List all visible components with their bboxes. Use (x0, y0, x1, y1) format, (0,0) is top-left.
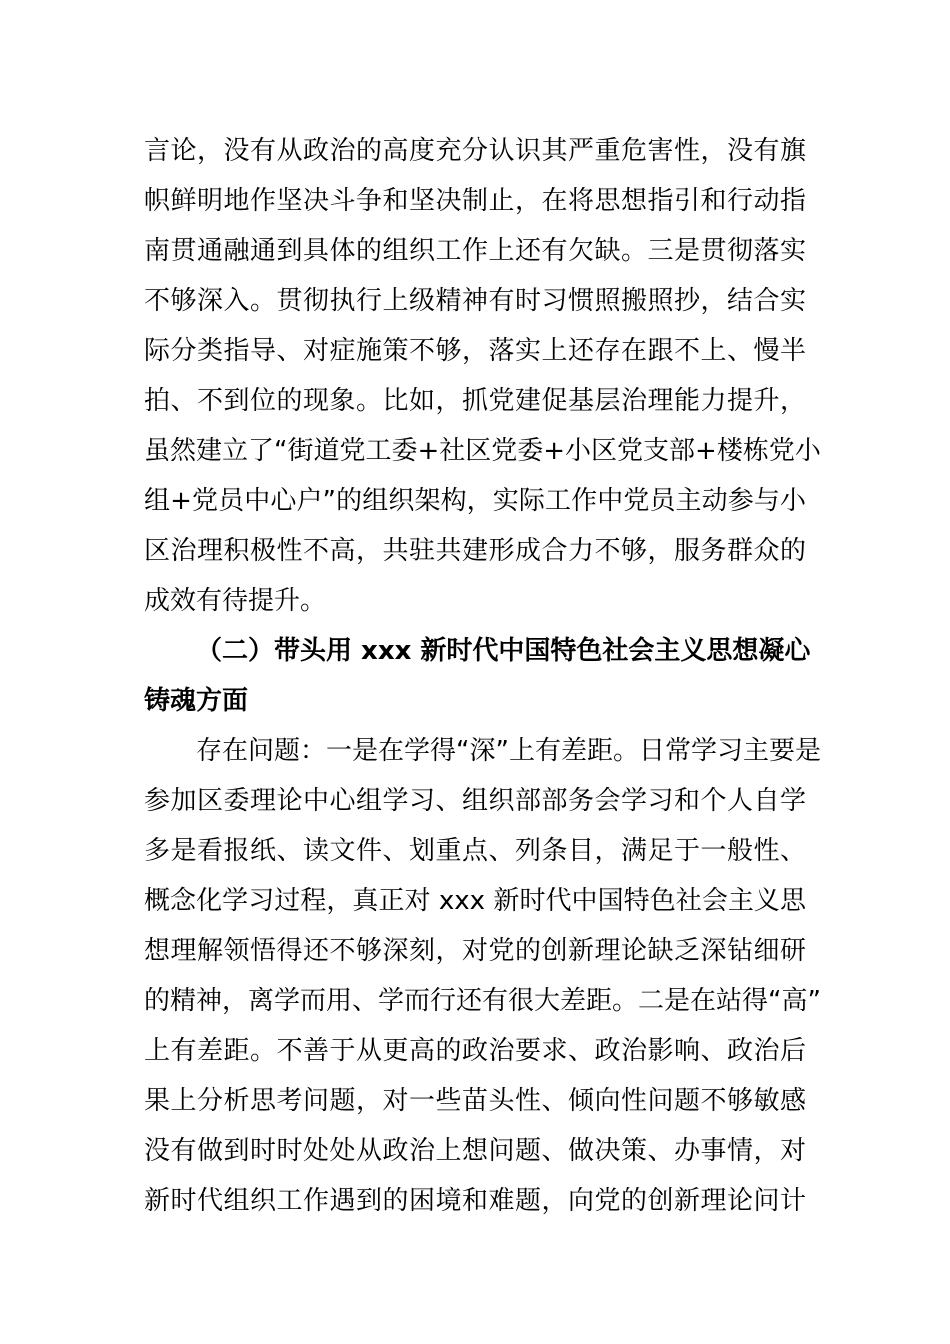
paragraph-line: 组+党员中心户”的组织架构，实际工作中党员主动参与小 (144, 486, 806, 516)
paragraph-line: 新时代组织工作遇到的困境和难题，向党的创新理论问计 (144, 1186, 806, 1216)
paragraph-line: 概念化学习过程，真正对 xxx 新时代中国特色社会主义思 (144, 886, 806, 916)
paragraph-line: 存在问题：一是在学得“深”上有差距。日常学习主要是 (196, 736, 821, 766)
paragraph-line: 果上分析思考问题，对一些苗头性、倾向性问题不够敏感 (144, 1086, 806, 1116)
paragraph-line: 拍、不到位的现象。比如，抓党建促基层治理能力提升， (144, 386, 806, 416)
section-heading-line: 铸魂方面 (144, 686, 249, 716)
paragraph-line: 没有做到时时处处从政治上想问题、做决策、办事情，对 (144, 1136, 806, 1166)
paragraph-line: 区治理积极性不高，共驻共建形成合力不够，服务群众的 (144, 536, 806, 566)
paragraph-line: 想理解领悟得还不够深刻，对党的创新理论缺乏深钻细研 (144, 936, 806, 966)
paragraph-line: 多是看报纸、读文件、划重点、列条目，满足于一般性、 (144, 836, 806, 866)
section-heading-line: （二）带头用 xxx 新时代中国特色社会主义思想凝心 (196, 636, 811, 666)
paragraph-line: 不够深入。贯彻执行上级精神有时习惯照搬照抄，结合实 (144, 286, 806, 316)
paragraph-line: 言论，没有从政治的高度充分认识其严重危害性，没有旗 (144, 136, 806, 166)
paragraph-line: 参加区委理论中心组学习、组织部部务会学习和个人自学 (144, 786, 806, 816)
paragraph-line: 际分类指导、对症施策不够，落实上还存在跟不上、慢半 (144, 336, 806, 366)
paragraph-line: 帜鲜明地作坚决斗争和坚决制止，在将思想指引和行动指 (144, 186, 806, 216)
document-body (144, 126, 821, 1226)
paragraph-line: 的精神，离学而用、学而行还有很大差距。二是在站得“高” (144, 986, 821, 1016)
paragraph-line: 成效有待提升。 (144, 586, 327, 616)
paragraph-line: 虽然建立了“街道党工委+社区党委+小区党支部+楼栋党小 (144, 436, 821, 466)
paragraph-line: 上有差距。不善于从更高的政治要求、政治影响、政治后 (144, 1036, 806, 1066)
paragraph-line: 南贯通融通到具体的组织工作上还有欠缺。三是贯彻落实 (144, 236, 806, 266)
